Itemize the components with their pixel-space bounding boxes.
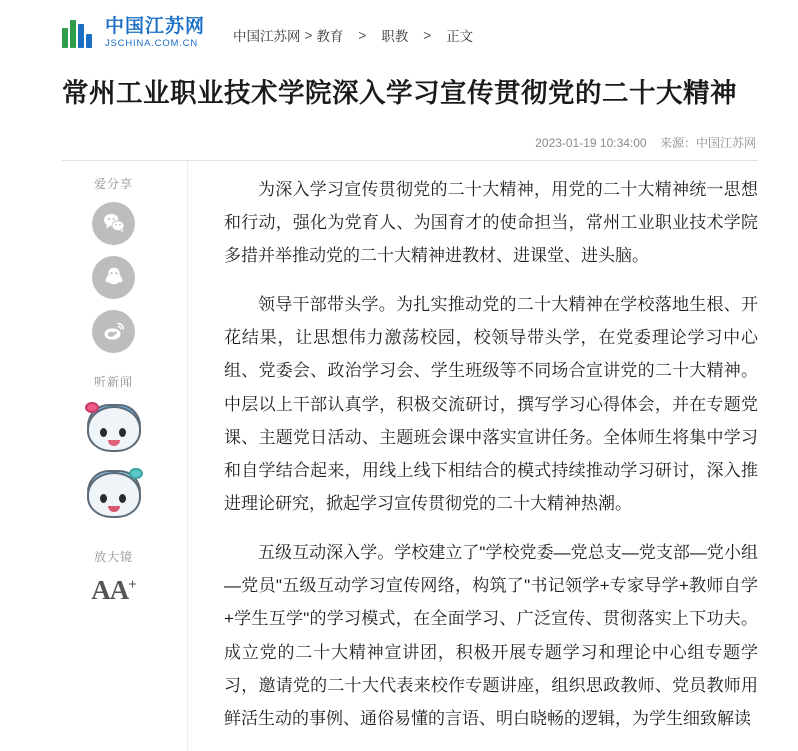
share-label: 爱分享 bbox=[93, 176, 133, 191]
breadcrumb-separator-2: > bbox=[423, 27, 432, 43]
article-body-wrap bbox=[0, 161, 798, 751]
publish-datetime: 2023-01-19 10:34:00 bbox=[535, 135, 647, 150]
font-size-label: AA bbox=[91, 574, 129, 605]
share-icon-list bbox=[40, 202, 187, 353]
logo-text bbox=[105, 17, 205, 50]
breadcrumb-item-0[interactable]: 中国江苏网 bbox=[233, 29, 301, 44]
page-title: 常州工业职业技术学院深入学习宣传贯彻党的二十大精神 bbox=[62, 78, 737, 108]
breadcrumb-separator-1: > bbox=[358, 27, 367, 43]
article-content bbox=[188, 161, 798, 751]
logo-mark-icon bbox=[62, 16, 96, 50]
listen-news-group bbox=[40, 373, 187, 528]
logo-title-cn: 中国江苏网 bbox=[105, 15, 206, 37]
article-paragraph: 为深入学习宣传贯彻党的二十大精神，用党的二十大精神统一思想和行动，强化为党育人、为国育才的使命担当，常州工业职业技术学院多措并举推动党的二十大精神进教材、进课堂、进头脑。 bbox=[224, 179, 758, 266]
qq-icon[interactable] bbox=[92, 256, 135, 299]
logo-title-en: JSCHINA.COM.CN bbox=[105, 38, 199, 50]
wechat-icon[interactable] bbox=[92, 202, 135, 245]
breadcrumb-item-2[interactable]: 职教 bbox=[381, 29, 409, 44]
breadcrumb-separator-0: > bbox=[304, 27, 313, 43]
font-zoom-group bbox=[40, 548, 187, 606]
source-label: 来源： bbox=[659, 135, 696, 150]
listen-news-label: 听新闻 bbox=[93, 374, 133, 389]
weibo-icon[interactable] bbox=[92, 310, 135, 353]
article-paragraph: 五级互动深入学。学校建立了"学校党委—党总支—党支部—党小组—党员"五级互动学习宣传网络，构筑了"书记领学+专家导学+教师自学+学生互学"的学习模式，在全面学习、广泛宣传、贯彻落实上下功夫。成立党的二十大精神宣讲团，积极开展专题学习和理论中心组专题学习，邀请党的二十大代表来校作专题讲座，组织思政教师、党员教师用鲜活生动的事例、通俗易懂的言语、明白晓畅的逻辑，为学生细致解读 bbox=[224, 543, 758, 728]
article-meta bbox=[62, 134, 758, 151]
site-header bbox=[0, 0, 798, 62]
article-header bbox=[0, 62, 798, 161]
listen-news-mascot-icon[interactable] bbox=[83, 400, 145, 462]
breadcrumb-item-1[interactable]: 教育 bbox=[316, 29, 344, 44]
listen-news-mascot2-icon[interactable] bbox=[83, 466, 145, 528]
font-size-plus: + bbox=[128, 576, 136, 593]
article-sidebar bbox=[40, 161, 188, 751]
font-size-increase-button[interactable] bbox=[40, 575, 187, 606]
source-name: 中国江苏网 bbox=[695, 135, 756, 150]
zoom-label: 放大镜 bbox=[93, 549, 133, 564]
site-logo[interactable] bbox=[62, 16, 205, 50]
breadcrumb-item-3: 正文 bbox=[446, 29, 474, 44]
breadcrumb bbox=[233, 21, 473, 45]
article-paragraph: 领导干部带头学。为扎实推动党的二十大精神在学校落地生根、开花结果，让思想伟力激荡校园，校领导带头学，在党委理论学习中心组、党委会、政治学习会、学生班级等不同场合宣讲党的二十大精神。中层以上干部认真学，积极交流研讨，撰写学习心得体会，并在专题党课、主题党日活动、主题班会课中落实宣讲任务。全体师生将集中学习和自学结合起来，用线上线下相结合的模式持续推动学习研讨，深入推进理论研究，掀起学习宣传贯彻党的二十大精神热潮。 bbox=[224, 295, 758, 514]
